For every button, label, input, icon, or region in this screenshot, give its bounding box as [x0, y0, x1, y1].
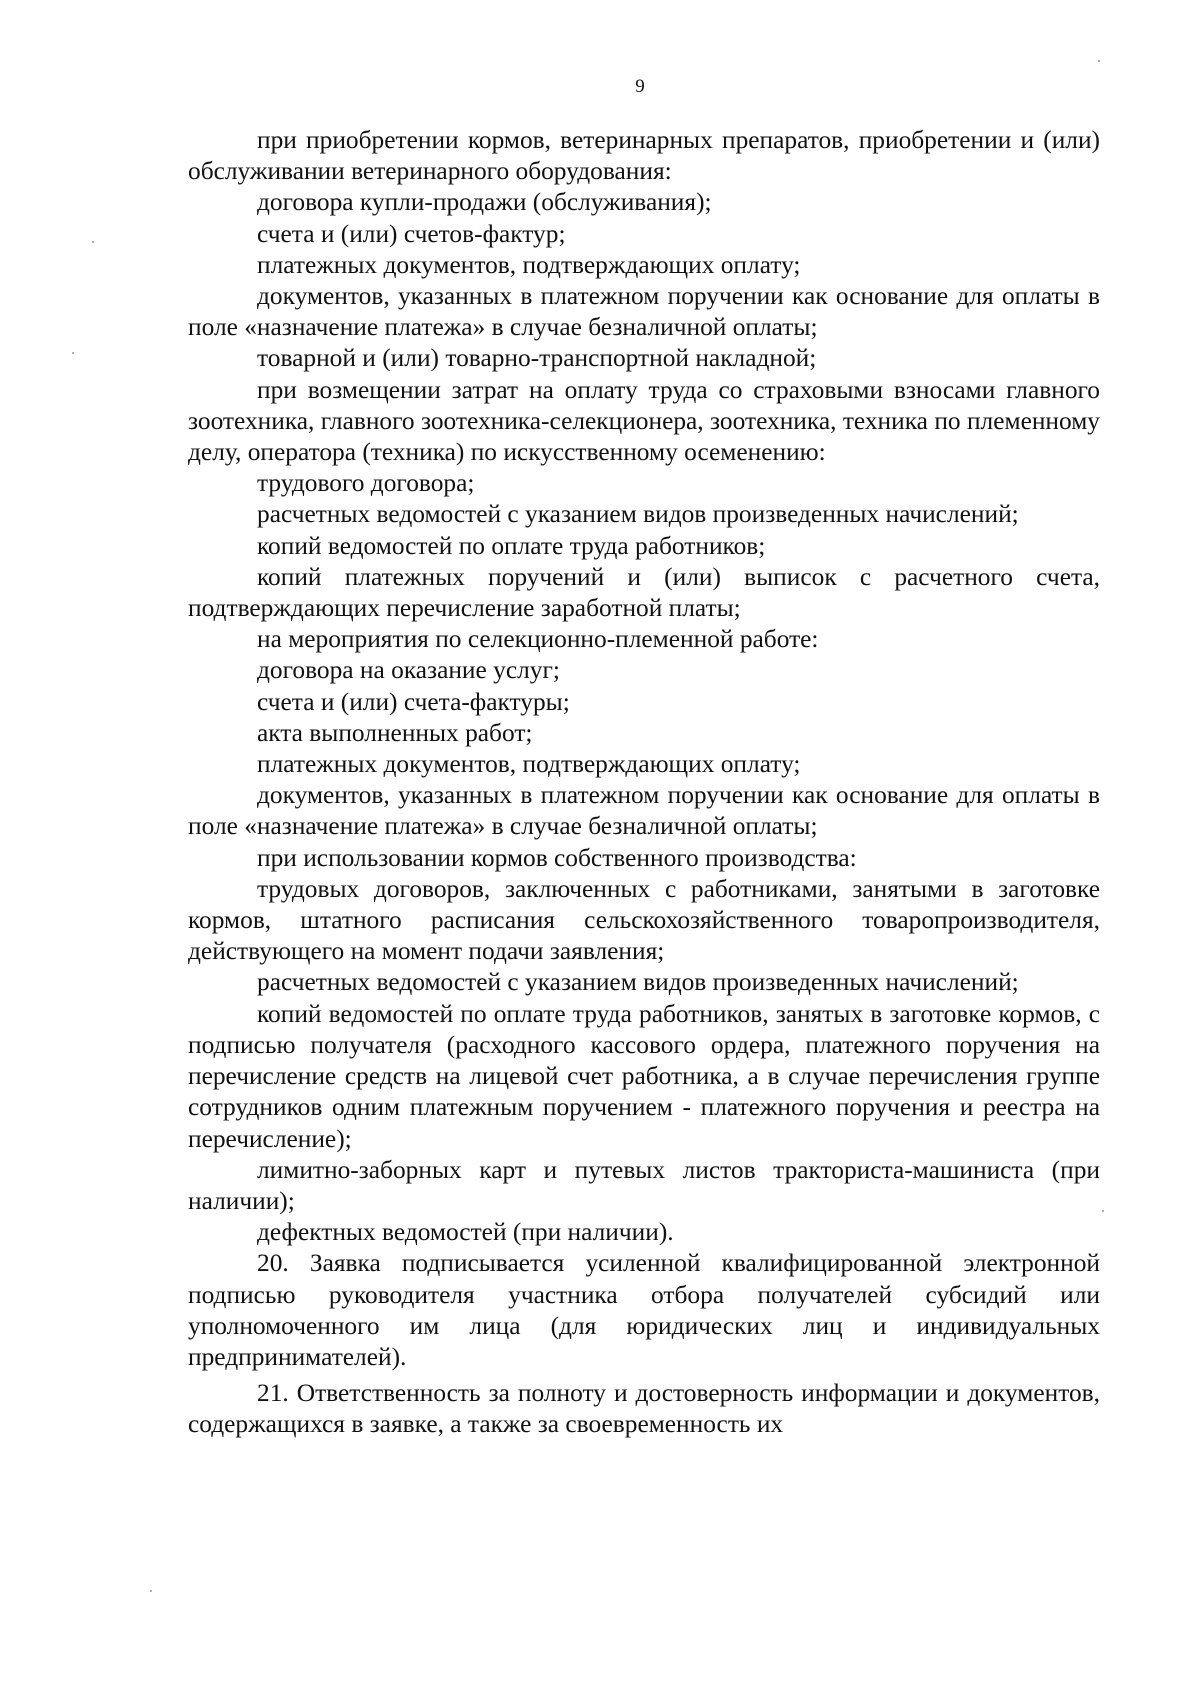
scan-speck: [1098, 60, 1100, 62]
paragraph-payment-orders: копий платежных поручений и (или) выписок с расчетного счета, подтверждающих перечисление заработной платы;: [188, 562, 1100, 623]
paragraph-labor-contracts: трудовых договоров, заключенных с работниками, занятыми в заготовке кормов, штатного расписания сельскохозяйственного товаропроизводителя, действующего на момент подачи заявления;: [188, 874, 1100, 966]
scan-speck: [92, 241, 94, 243]
paragraph-invoices-2: счета и (или) счета-фактуры;: [257, 687, 570, 716]
paragraph-own-feed: при использовании кормов собственного производства:: [257, 843, 857, 872]
paragraph-service-contract: договора на оказание услуг;: [257, 656, 560, 685]
paragraph-payment-docs: платежных документов, подтверждающих оплату;: [257, 250, 801, 279]
paragraph-sale-contract: договора купли-продажи (обслуживания);: [257, 188, 712, 217]
paragraph-payroll-copies-2: копий ведомостей по оплате труда работников, занятых в заготовке кормов, с подписью получателя (расходного кассового ордера, платежного поручения на перечисление средств на лицевой счет работника, а в случае перечисления группе сотрудников одним платежным поручением - платежного поручения и реестра на перечисление);: [188, 999, 1100, 1153]
paragraph-payment-docs-2: платежных документов, подтверждающих оплату;: [257, 750, 801, 779]
paragraph-defect-statements: дефектных ведомостей (при наличии).: [257, 1218, 674, 1247]
paragraph-fuel-cards: лимитно-заборных карт и путевых листов тракториста-машиниста (при наличии);: [188, 1155, 1100, 1215]
paragraph-item-21: 21. Ответственность за полноту и достоверность информации и документов, содержащихся в заявке, а также за своевременность их: [188, 1379, 1100, 1439]
paragraph-payroll-statements: расчетных ведомостей с указанием видов произведенных начислений;: [257, 500, 1019, 529]
paragraph-feed-purchase: при приобретении кормов, ветеринарных препаратов, приобретении и (или) обслуживании ветеринарного оборудования:: [188, 126, 1100, 186]
page-number: 9: [635, 76, 645, 97]
paragraph-waybill: товарной и (или) товарно-транспортной накладной;: [257, 344, 817, 373]
document-body: [188, 125, 1100, 1441]
scan-speck: [1102, 1210, 1104, 1212]
paragraph-payroll-statements-2: расчетных ведомостей с указанием видов произведенных начислений;: [257, 968, 1019, 997]
scan-speck: [150, 1590, 152, 1592]
paragraph-breeding-work: на мероприятия по селекционно-племенной работе:: [257, 625, 819, 654]
scan-speck: [72, 352, 74, 354]
paragraph-payment-basis: документов, указанных в платежном поручении как основание для оплаты в поле «назначение платежа» в случае безналичной оплаты;: [188, 282, 1100, 342]
paragraph-payment-basis-2: документов, указанных в платежном поручении как основание для оплаты в поле «назначение платежа» в случае безналичной оплаты;: [188, 781, 1100, 841]
paragraph-work-act: акта выполненных работ;: [257, 718, 533, 747]
paragraph-labor-costs: при возмещении затрат на оплату труда со страховыми взносами главного зоотехника, главного зоотехника-селекционера, зоотехника, техника по племенному делу, оператора (техника) по искусственному осеменению:: [188, 375, 1100, 467]
paragraph-employment-contract: трудового договора;: [257, 469, 475, 498]
paragraph-item-20: 20. Заявка подписывается усиленной квалифицированной электронной подписью руководителя участника отбора получателей субсидий или уполномоченного им лица (для юридических лиц и индивидуальных предпринимателей).: [188, 1249, 1100, 1371]
paragraph-invoices: счета и (или) счетов-фактур;: [257, 219, 566, 248]
paragraph-payroll-copies: копий ведомостей по оплате труда работников;: [257, 531, 766, 560]
